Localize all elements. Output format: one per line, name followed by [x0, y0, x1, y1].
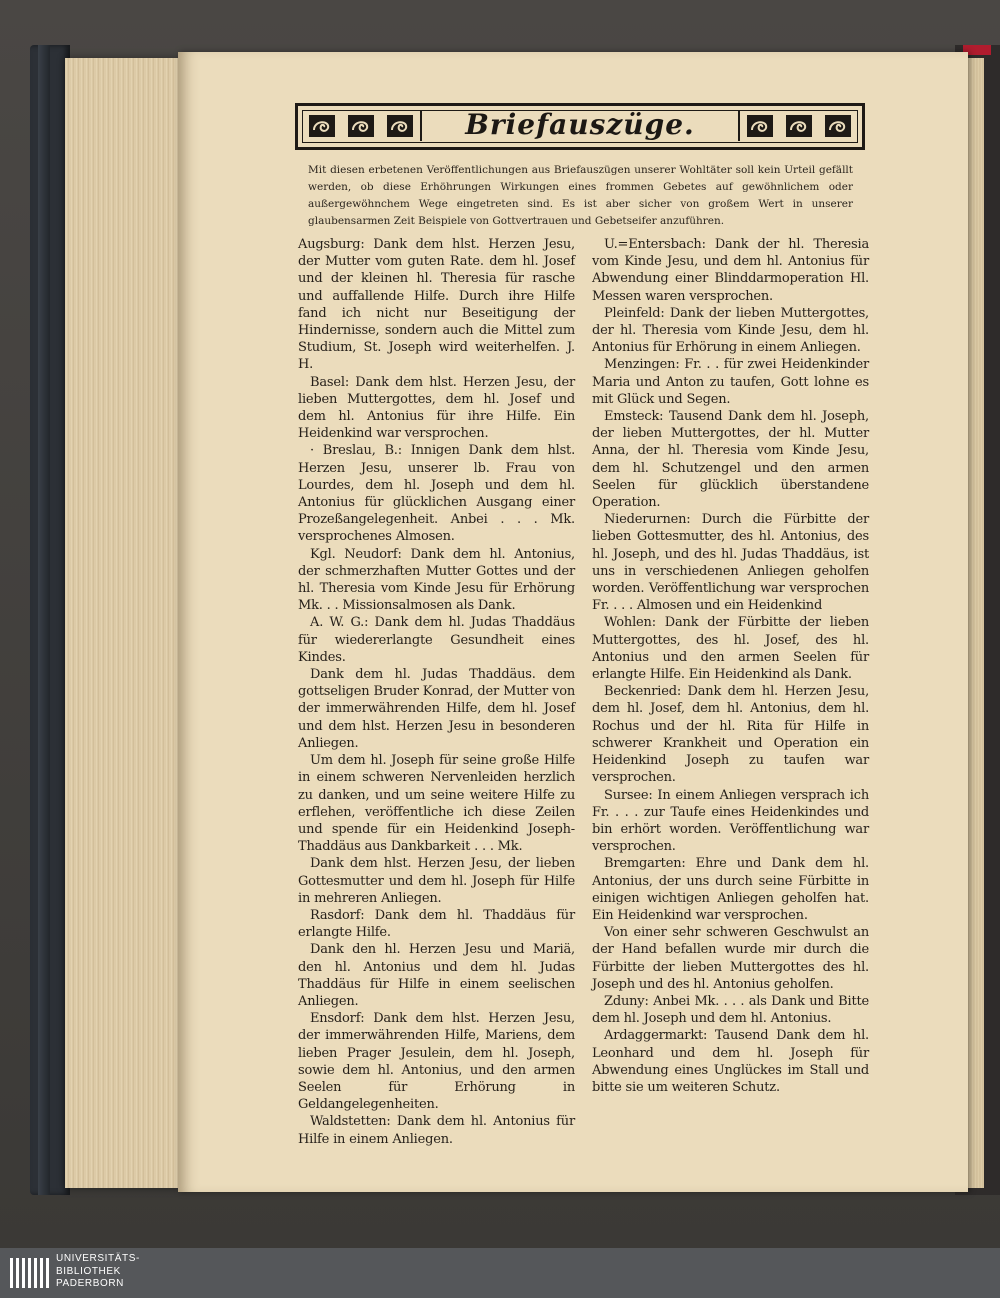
book-page [178, 52, 968, 1192]
letter-entry: Augsburg: Dank dem hlst. Herzen Jesu, der Mutter vom guten Rate. dem hl. Josef und der kleinen hl. Theresia für rasche und auffallende Hilfe. Durch ihre Hilfe fand ich nicht nur Beseitigung der Hindernisse, sondern auch die Mittel zum Studium, St. Joseph wird weiterhelfen. J. H. [298, 237, 575, 373]
ornament-icon [386, 114, 414, 138]
library-name-line: UNIVERSITÄTS- [56, 1253, 140, 1264]
letter-entry: Waldstetten: Dank dem hl. Antonius für Hilfe in einem Anliegen. [298, 1114, 575, 1147]
letter-entry: Emsteck: Tausend Dank dem hl. Joseph, der lieben Muttergottes, der hl. Mutter Anna, der hl. Theresia vom Kinde Jesu, dem hl. Schutzengel und den armen Seelen für glücklich überstandene Operation. [592, 409, 869, 511]
ornament-icon [746, 114, 774, 138]
ornaments-right [738, 111, 858, 141]
letter-entry: Dank dem hlst. Herzen Jesu, der lieben Gottesmutter und dem hl. Joseph für Hilfe in mehreren Anliegen. [298, 856, 575, 906]
letter-entry: Beckenried: Dank dem hl. Herzen Jesu, dem hl. Josef, dem hl. Antonius, dem hl. Rochus und der hl. Rita für Hilfe in schwerer Krankheit und Operation ein Heidenkind Joseph zu taufen war versprochen. [592, 684, 869, 786]
letter-entry: · Breslau, B.: Innigen Dank dem hlst. Herzen Jesu, unserer lb. Frau von Lourdes, dem hl. Joseph und dem hl. Antonius für glücklichen Ausgang einer Prozeßangelegenheit. Anbei . . . Mk. versprochenes Almosen. [298, 443, 575, 545]
title-header [295, 103, 865, 150]
letter-entry: U.=Entersbach: Dank der hl. Theresia vom Kinde Jesu, und dem hl. Antonius für Abwendung einer Blinddarmoperation Hl. Messen waren versprochen. [592, 237, 869, 304]
library-logo-icon [8, 1254, 53, 1292]
letter-entry: Rasdorf: Dank dem hl. Thaddäus für erlangte Hilfe. [298, 907, 575, 941]
letter-entry: Dank dem hl. Judas Thaddäus. dem gottseligen Bruder Konrad, der Mutter von der immerwährenden Hilfe, dem hl. Josef und dem hlst. Herzen Jesu in besonderen Anliegen. [298, 667, 575, 751]
letter-entry: Von einer sehr schweren Geschwulst an der Hand befallen wurde mir durch die Fürbitte der lieben Muttergottes des hl. Joseph und des hl. Antonius geholfen. [592, 925, 869, 992]
right-column [592, 236, 869, 1096]
ornament-icon [308, 114, 336, 138]
ornament-icon [785, 114, 813, 138]
letter-entry: Ardaggermarkt: Tausend Dank dem hl. Leonhard und dem hl. Joseph für Abwendung eines Unglückes im Stall und bitte sie um weiteren Schutz. [592, 1028, 869, 1095]
letter-entry: Menzingen: Fr. . . für zwei Heidenkinder Maria und Anton zu taufen, Gott lohne es mit Glück und Segen. [592, 357, 869, 407]
ornaments-left [302, 111, 422, 141]
book-cover-left [30, 45, 70, 1195]
letter-entry: Dank den hl. Herzen Jesu und Mariä, den hl. Antonius und dem hl. Judas Thaddäus für Hilfe in einem seelischen Anliegen. [298, 942, 575, 1009]
library-footer [0, 1248, 1000, 1298]
letter-entry: Niederurnen: Durch die Fürbitte der lieben Gottesmutter, des hl. Antonius, des hl. Joseph, und des hl. Judas Thaddäus, ist uns in verschiedenen Anliegen geholfen worden. Veröffentlichung war versprochen Fr. . . . Almosen und ein Heidenkind [592, 512, 869, 614]
letter-entry: Basel: Dank dem hlst. Herzen Jesu, der lieben Muttergottes, dem hl. Josef und dem hl. Antonius für ihre Hilfe. Ein Heidenkind war versprochen. [298, 374, 575, 442]
letter-entry: Zduny: Anbei Mk. . . . als Dank und Bitte dem hl. Joseph und dem hl. Antonius. [592, 993, 869, 1027]
letter-entry: Bremgarten: Ehre und Dank dem hl. Antonius, der uns durch seine Fürbitte in einigen wichtigen Anliegen geholfen hat. Ein Heidenkind war versprochen. [592, 856, 869, 923]
letter-entry: Sursee: In einem Anliegen versprach ich Fr. . . . zur Taufe eines Heidenkindes und bin erhört worden. Veröffentlichung war versprochen. [592, 787, 869, 855]
ornament-icon [824, 114, 852, 138]
library-name-line: BIBLIOTHEK [56, 1265, 121, 1277]
letter-entry: Ensdorf: Dank dem hlst. Herzen Jesu, der immerwährenden Hilfe, Mariens, dem lieben Prager Jesulein, dem hl. Joseph, sowie dem hl. Antonius, und den armen Seelen für Erhörung in Geldangelegenheiten. [298, 1011, 575, 1113]
library-name-line: PADERBORN [56, 1278, 125, 1289]
letter-entry: Um dem hl. Joseph für seine große Hilfe in einem schweren Nervenleiden herzlich zu danken, und um seine weitere Hilfe zu erflehen, veröffentliche ich diese Zeilen und spende für ein Heidenkind Joseph-Thaddäus aus Dankbarkeit . . . Mk. [298, 753, 575, 855]
letter-entry: Wohlen: Dank der Fürbitte der lieben Muttergottes, des hl. Josef, des hl. Antonius und den armen Seelen für erlangte Hilfe. Ein Heidenkind als Dank. [592, 615, 869, 683]
page-title: Briefauszüge. [465, 108, 695, 141]
left-column [298, 236, 575, 1148]
letter-entry: A. W. G.: Dank dem hl. Judas Thaddäus für wiedererlangte Gesundheit eines Kindes. [298, 615, 575, 665]
ornament-icon [347, 114, 375, 138]
letter-entry: Pleinfeld: Dank der lieben Muttergottes, der hl. Theresia vom Kinde Jesu, dem hl. Antonius für Erhörung in einem Anliegen. [592, 305, 869, 356]
letter-entry: Kgl. Neudorf: Dank dem hl. Antonius, der schmerzhaften Mutter Gottes und der hl. Theresia vom Kinde Jesu für Erhörung Mk. . . Missionsalmosen als Dank. [298, 546, 575, 614]
library-name [56, 1253, 140, 1291]
page-edges [65, 58, 180, 1188]
intro-paragraph: Mit diesen erbetenen Veröffentlichungen aus Briefauszügen unserer Wohltäter soll kein Urteil gefällt werden, ob diese Erhöhrungen Wirkungen eines frommen Gebetes auf gewöhnlichem oder außergewöhnchem Wege eingetreten sind. Es ist aber sicher von großem Wert in unserer glaubensarmen Zeit Beispiele von Gottvertrauen und Gebetseifer anzuführen. [308, 164, 853, 227]
